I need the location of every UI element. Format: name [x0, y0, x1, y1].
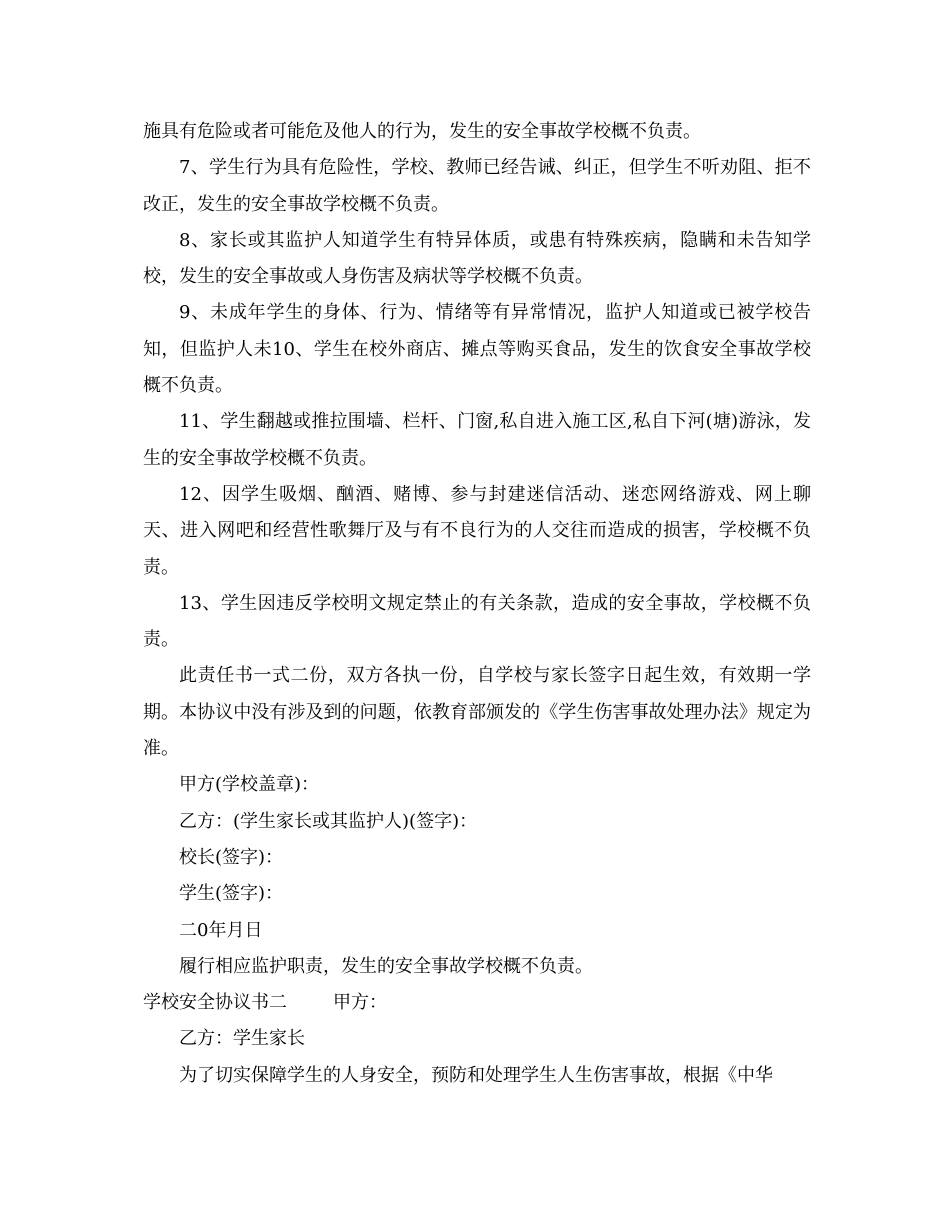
validity-paragraph: 此责任书一式二份，双方各执一份，自学校与家长签字日起生效，有效期一学期。本协议中没有涉及到的问题，依教育部颁发的《学生伤害事故处理办法》规定为准。 — [143, 665, 811, 760]
section2-intro: 为了切实保障学生的人身安全，预防和处理学生人生伤害事故，根据《中华 — [179, 1064, 773, 1086]
section2-party-a: 甲方： — [333, 992, 387, 1014]
date-line: 二0年月日 — [179, 919, 263, 941]
signature-school: 甲方(学校盖章)： — [179, 774, 320, 796]
section2-title: 学校安全协议书二 — [143, 992, 287, 1014]
section2-heading — [143, 985, 811, 1021]
section2-party-b: 乙方：学生家长 — [179, 1028, 305, 1050]
signature-parent: 乙方：(学生家长或其监护人)(签字)： — [179, 810, 478, 832]
signature-student: 学生(签字)： — [179, 883, 284, 905]
clause-8: 8、家长或其监护人知道学生有特异体质，或患有特殊疾病，隐瞒和未告知学校，发生的安全事故或人身伤害及病状等学校概不负责。 — [143, 229, 811, 288]
paragraph-continuation: 施具有危险或者可能危及他人的行为，发生的安全事故学校概不负责。 — [143, 121, 701, 142]
clause-9-10: 9、未成年学生的身体、行为、情绪等有异常情况，监护人知道或已被学校告知，但监护人未10、学生在校外商店、摊点等购买食品，发生的饮食安全事故学校概不负责。 — [143, 302, 811, 397]
guardian-duty-line: 履行相应监护职责，发生的安全事故学校概不负责。 — [179, 955, 593, 977]
clause-12: 12、因学生吸烟、酗酒、赌博、参与封建迷信活动、迷恋网络游戏、网上聊天、进入网吧和经营性歌舞厅及与有不良行为的人交往而造成的损害，学校概不负责。 — [143, 483, 811, 578]
document-body — [143, 114, 811, 1094]
clause-7: 7、学生行为具有危险性，学校、教师已经告诫、纠正，但学生不听劝阻、拒不改正，发生的安全事故学校概不负责。 — [143, 157, 811, 215]
clause-11: 11、学生翻越或推拉围墙、栏杆、门窗,私自进入施工区,私自下河(塘)游泳，发生的安全事故学校概不负责。 — [143, 411, 811, 469]
clause-13: 13、学生因违反学校明文规定禁止的有关条款，造成的安全事故，学校概不负责。 — [143, 592, 811, 651]
signature-principal: 校长(签字)： — [179, 846, 284, 868]
